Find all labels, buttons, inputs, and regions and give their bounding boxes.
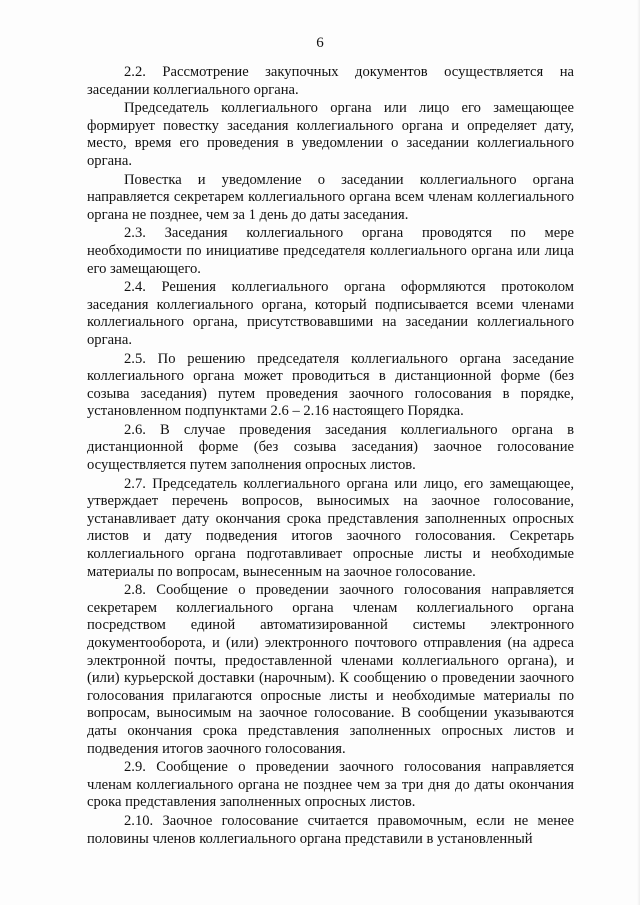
paragraph-agenda-notice: Повестка и уведомление о заседании коллегиального органа направляется секретарем коллегиального органа всем членам коллегиального органа не позднее, чем за 1 день до даты заседания.	[87, 171, 574, 223]
paragraph-chair-agenda: Председатель коллегиального органа или лицо его замещающее формирует повестку заседания коллегиального органа и определяет дату, место, время его проведения в уведомлении о заседании коллегиального органа.	[87, 100, 574, 169]
paragraph-2-8: 2.8. Сообщение о проведении заочного голосования направляется секретарем коллегиального органа членам коллегиального органа посредством единой автоматизированной системы электронного документооборота, и (или) электронного почтового отправления (на адреса электронной почты, предоставленной членами коллегиального органа), и (или) курьерской доставки (нарочным). К сообщению о проведении заочного голосования прилагаются опросные листы и необходимые материалы по вопросам, выносимым на заочное голосование. В сообщении указываются даты окончания срока представления заполненных опросных листов и подведения итогов заочного голосования.	[87, 582, 574, 757]
paragraph-2-3: 2.3. Заседания коллегиального органа проводятся по мере необходимости по инициативе председателя коллегиального органа или лица его замещающего.	[87, 225, 574, 277]
paragraph-2-4: 2.4. Решения коллегиального органа оформляются протоколом заседания коллегиального органа, который подписывается всеми членами коллегиального органа, присутствовавшими на заседании коллегиального органа.	[87, 279, 574, 348]
document-body	[87, 64, 574, 849]
paragraph-2-9: 2.9. Сообщение о проведении заочного голосования направляется членам коллегиального органа не позднее чем за три дня до даты окончания срока представления заполненных опросных листов.	[87, 759, 574, 811]
page-number: 6	[316, 35, 324, 51]
paragraph-2-2: 2.2. Рассмотрение закупочных документов осуществляется на заседании коллегиального органа.	[87, 64, 574, 98]
paragraph-2-10: 2.10. Заочное голосование считается правомочным, если не менее половины членов коллегиального органа представили в установленный	[87, 812, 574, 847]
paragraph-2-7: 2.7. Председатель коллегиального органа или лицо, его замещающее, утверждает перечень вопросов, выносимых на заочное голосование, устанавливает дату окончания срока представления заполненных опросных листов и дату подведения итогов заочного голосования. Секретарь коллегиального органа подготавливает опросные листы и необходимые материалы по вопросам, вынесенным на заочное голосование.	[87, 475, 574, 580]
paragraph-2-5: 2.5. По решению председателя коллегиального органа заседание коллегиального органа может проводиться в дистанционной форме (без созыва заседания) путем проведения заочного голосования в порядке, установленном подпунктами 2.6 – 2.16 настоящего Порядка.	[87, 350, 574, 420]
paragraph-2-6: 2.6. В случае проведения заседания коллегиального органа в дистанционной форме (без созыва заседания) заочное голосование осуществляется путем заполнения опросных листов.	[87, 421, 574, 474]
